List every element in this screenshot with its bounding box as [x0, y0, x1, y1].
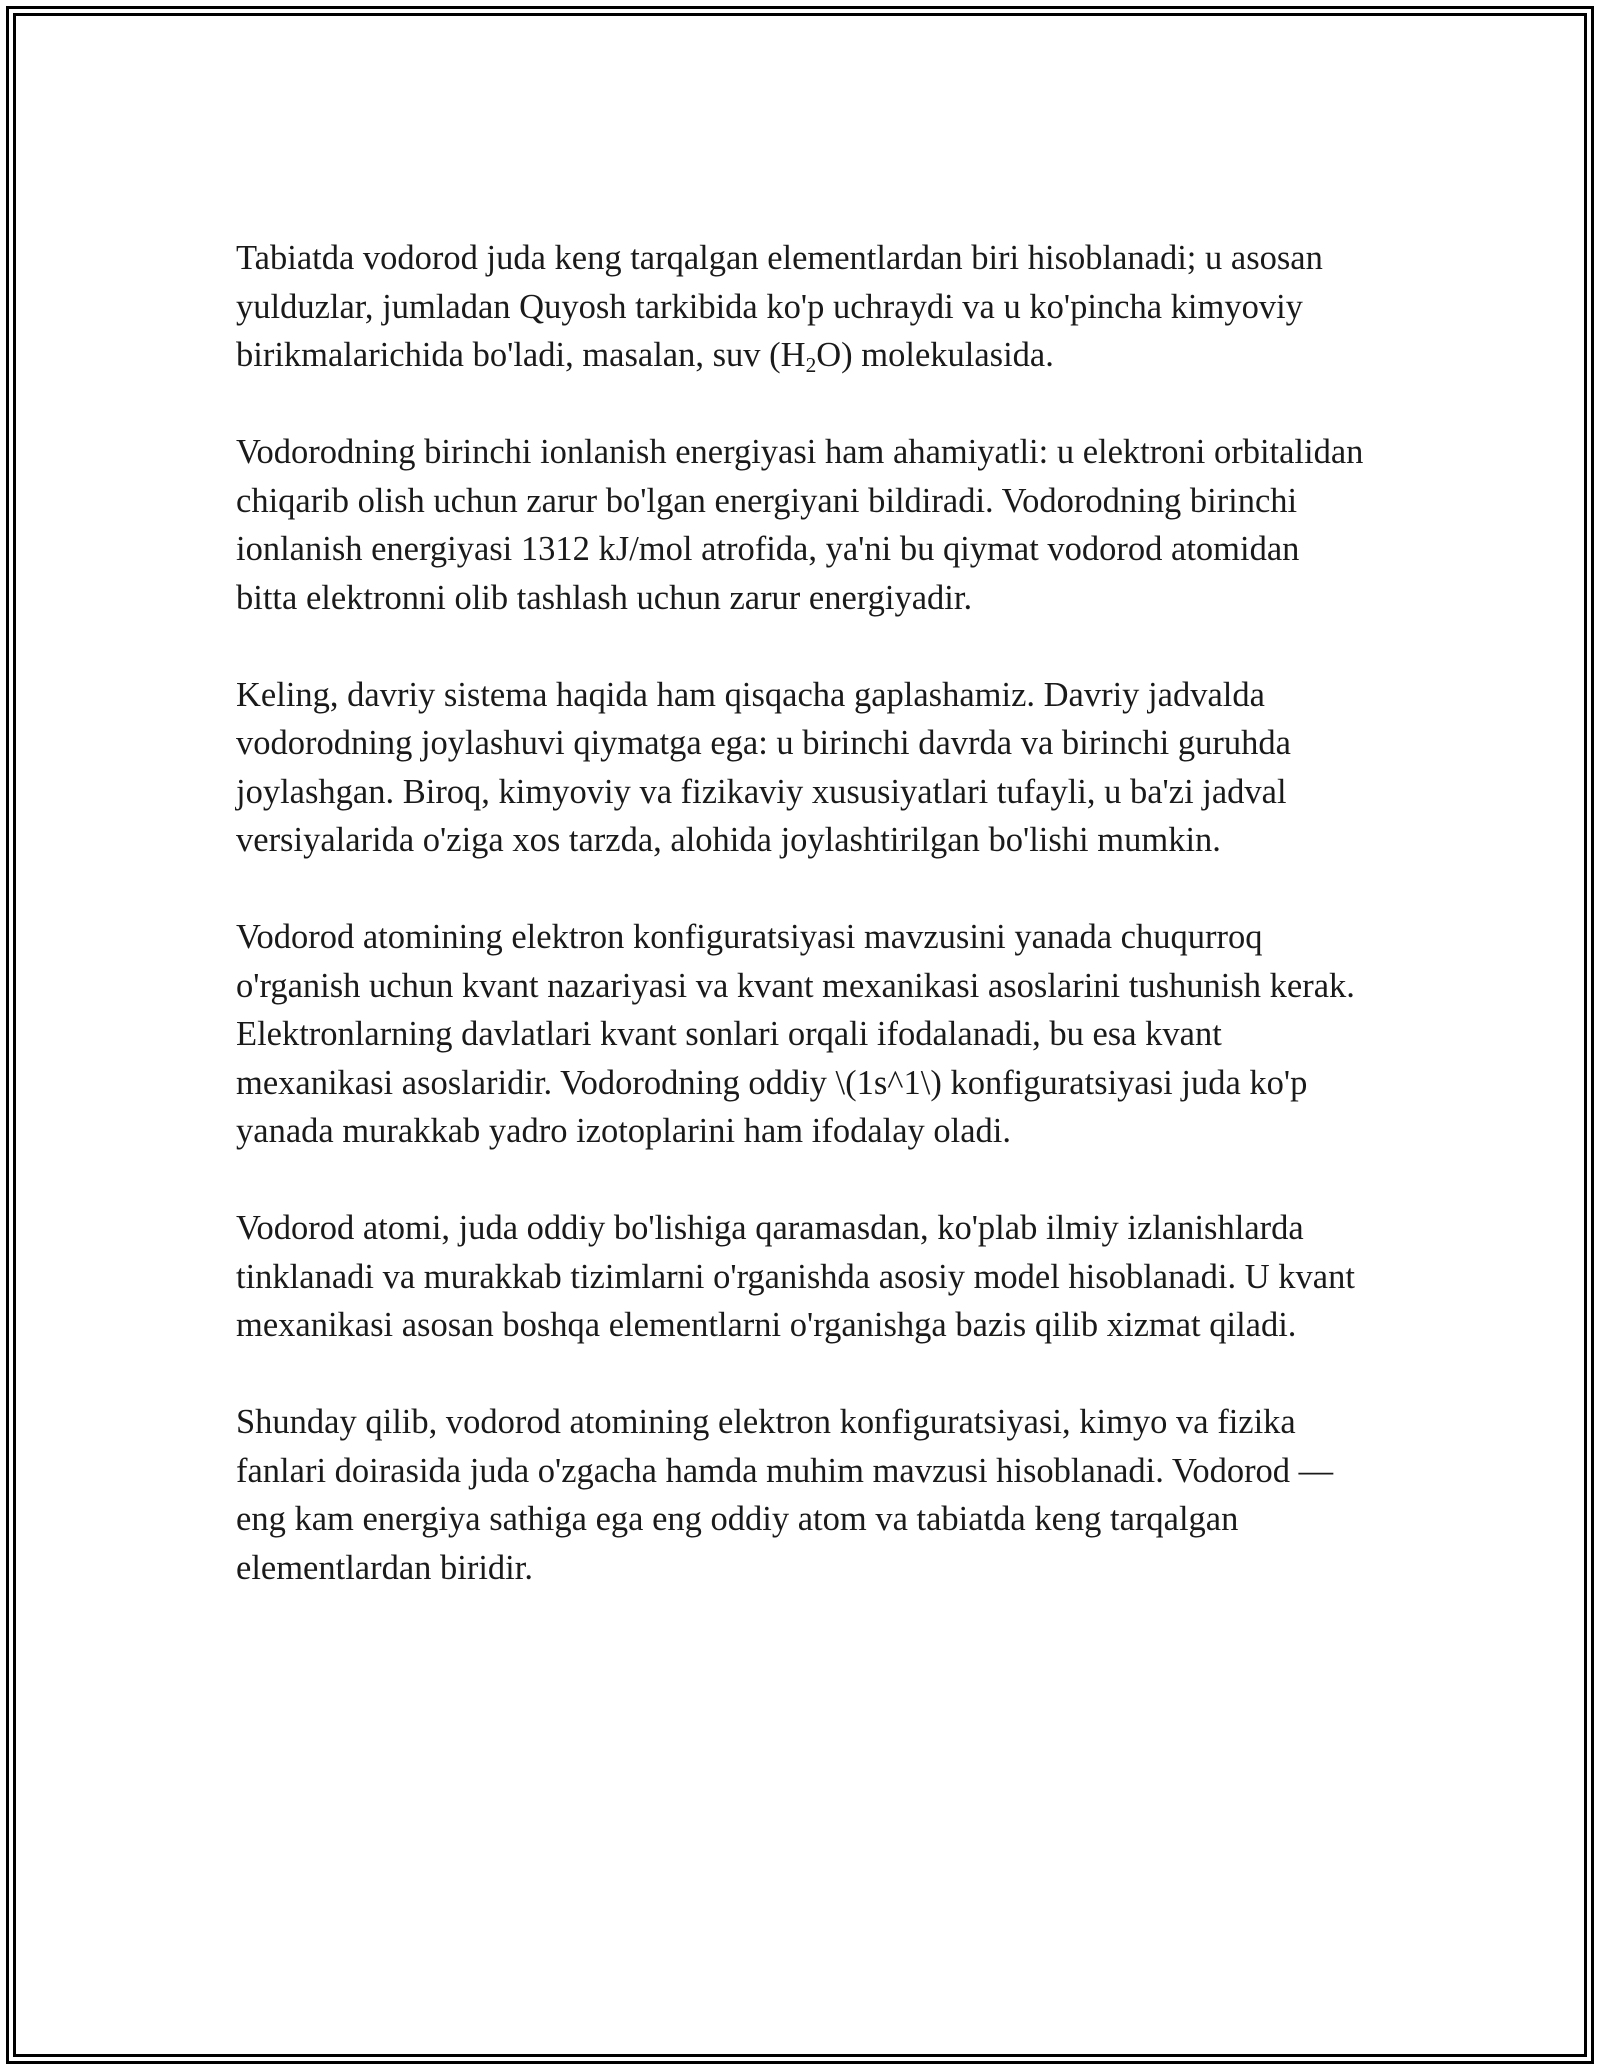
- paragraph-text: O) molekulasida.: [816, 336, 1054, 374]
- document-body: [236, 234, 1366, 1592]
- paragraph-conclusion: Shunday qilib, vodorod atomining elektron konfiguratsiyasi, kimyo va fizika fanlari doirasida juda o'zgacha hamda muhim mavzusi hisoblanadi. Vodorod — eng kam energiya sathiga ega eng oddiy atom va tabiatda keng tarqalgan elementlardan biridir.: [236, 1403, 1334, 1587]
- paragraph-periodic-table: Keling, davriy sistema haqida ham qisqacha gaplashamiz. Davriy jadvalda vodorodning joylashuvi qiymatga ega: u birinchi davrda va birinchi guruhda joylashgan. Biroq, kimyoviy va fizikaviy xususiyatlari tufayli, u ba'zi jadval versiyalarida o'ziga xos tarzda, alohida joylashtirilgan bo'lishi mumkin.: [236, 675, 1291, 859]
- paragraph-research-model: Vodorod atomi, juda oddiy bo'lishiga qaramasdan, ko'plab ilmiy izlanishlarda tinklanadi va murakkab tizimlarni o'rganishda asosiy model hisoblanadi. U kvant mexanikasi asosan boshqa elementlarni o'rganishga bazis qilib xizmat qiladi.: [236, 1209, 1355, 1344]
- subscript-2: 2: [805, 352, 817, 377]
- paragraph-text: Tabiatda vodorod juda keng tarqalgan elementlardan biri hisoblanadi; u asosan yulduzlar, jumladan Quyosh tarkibida ko'p uchraydi va u ko'pincha kimyoviy birikmalarichida bo'ladi, masalan, suv (H: [236, 239, 1323, 374]
- paragraph-ionization-energy: Vodorodning birinchi ionlanish energiyasi ham ahamiyatli: u elektroni orbitalidan chiqarib olish uchun zarur bo'lgan energiyani bildiradi. Vodorodning birinchi ionlanish energiyasi 1312 kJ/mol atrofida, ya'ni bu qiymat vodorod atomidan bitta elektronni olib tashlash uchun zarur energiyadir.: [236, 433, 1364, 617]
- paragraph-electron-configuration: Vodorod atomining elektron konfiguratsiyasi mavzusini yanada chuqurroq o'rganish uchun kvant nazariyasi va kvant mexanikasi asoslarini tushunish kerak. Elektronlarning davlatlari kvant sonlari orqali ifodalanadi, bu esa kvant mexanikasi asoslaridir. Vodorodning oddiy \(1s^1\) konfiguratsiyasi juda ko'p yanada murakkab yadro izotoplarini ham ifodalay oladi.: [236, 918, 1355, 1150]
- paragraph-hydrogen-abundance: [236, 234, 1366, 380]
